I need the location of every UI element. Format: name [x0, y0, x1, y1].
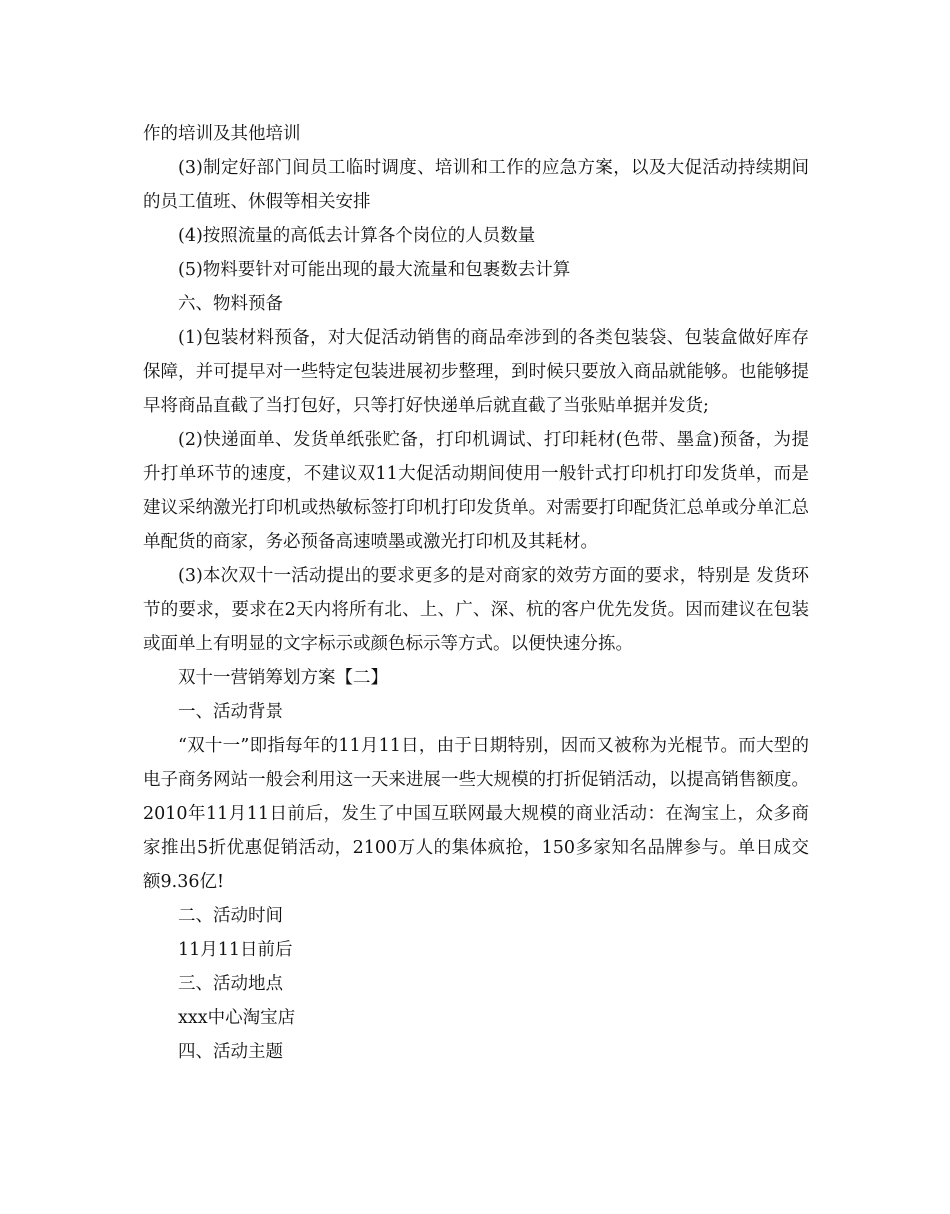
- paragraph: (5)物料要针对可能出现的最大流量和包裹数去计算: [178, 260, 571, 280]
- section-heading: 一、活动背景: [178, 702, 283, 722]
- section-heading: 二、活动时间: [178, 906, 283, 926]
- document-body: [143, 117, 809, 1069]
- paragraph: (4)按照流量的高低去计算各个岗位的人员数量: [178, 226, 536, 246]
- paragraph: (3)制定好部门间员工临时调度、培训和工作的应急方案，以及大促活动持续期间的员工值班、休假等相关安排: [143, 158, 809, 212]
- paragraph: 作的培训及其他培训: [143, 124, 301, 144]
- paragraph: (2)快递面单、发货单纸张贮备，打印机调试、打印耗材(色带、墨盒)预备，为提升打单环节的速度，不建议双11大促活动期间使用一般针式打印机打印发货单，而是建议采纳激光打印机或热敏标签打印机打印发货单。对需要打印配货汇总单或分单汇总单配货的商家，务必预备高速喷墨或激光打印机及其耗材。: [143, 430, 809, 552]
- section-heading: 六、物料预备: [178, 294, 283, 314]
- paragraph: “双十一”即指每年的11月11日，由于日期特别，因而又被称为光棍节。而大型的电子商务网站一般会利用这一天来进展一些大规模的打折促销活动，以提高销售额度。2010年11月11日前后，发生了中国互联网最大规模的商业活动：在淘宝上，众多商家推出5折优惠促销活动，2100万人的集体疯抢，150多家知名品牌参与。单日成交额9.36亿!: [143, 736, 809, 892]
- paragraph: 11月11日前后: [178, 940, 293, 960]
- paragraph: xxx中心淘宝店: [178, 1008, 296, 1028]
- document-title: 双十一营销筹划方案【二】: [178, 668, 388, 688]
- paragraph: (1)包装材料预备，对大促活动销售的商品牵涉到的各类包装袋、包装盒做好库存保障，并可提早对一些特定包装进展初步整理，到时候只要放入商品就能够。也能够提早将商品直截了当打包好，只等打好快递单后就直截了当张贴单据并发货;: [143, 328, 809, 416]
- section-heading: 四、活动主题: [178, 1042, 283, 1062]
- section-heading: 三、活动地点: [178, 974, 283, 994]
- paragraph: (3)本次双十一活动提出的要求更多的是对商家的效劳方面的要求，特别是 发货环节的要求，要求在2天内将所有北、上、广、深、杭的客户优先发货。因而建议在包装或面单上有明显的文字标示或颜色标示等方式。以便快速分拣。: [143, 566, 809, 654]
